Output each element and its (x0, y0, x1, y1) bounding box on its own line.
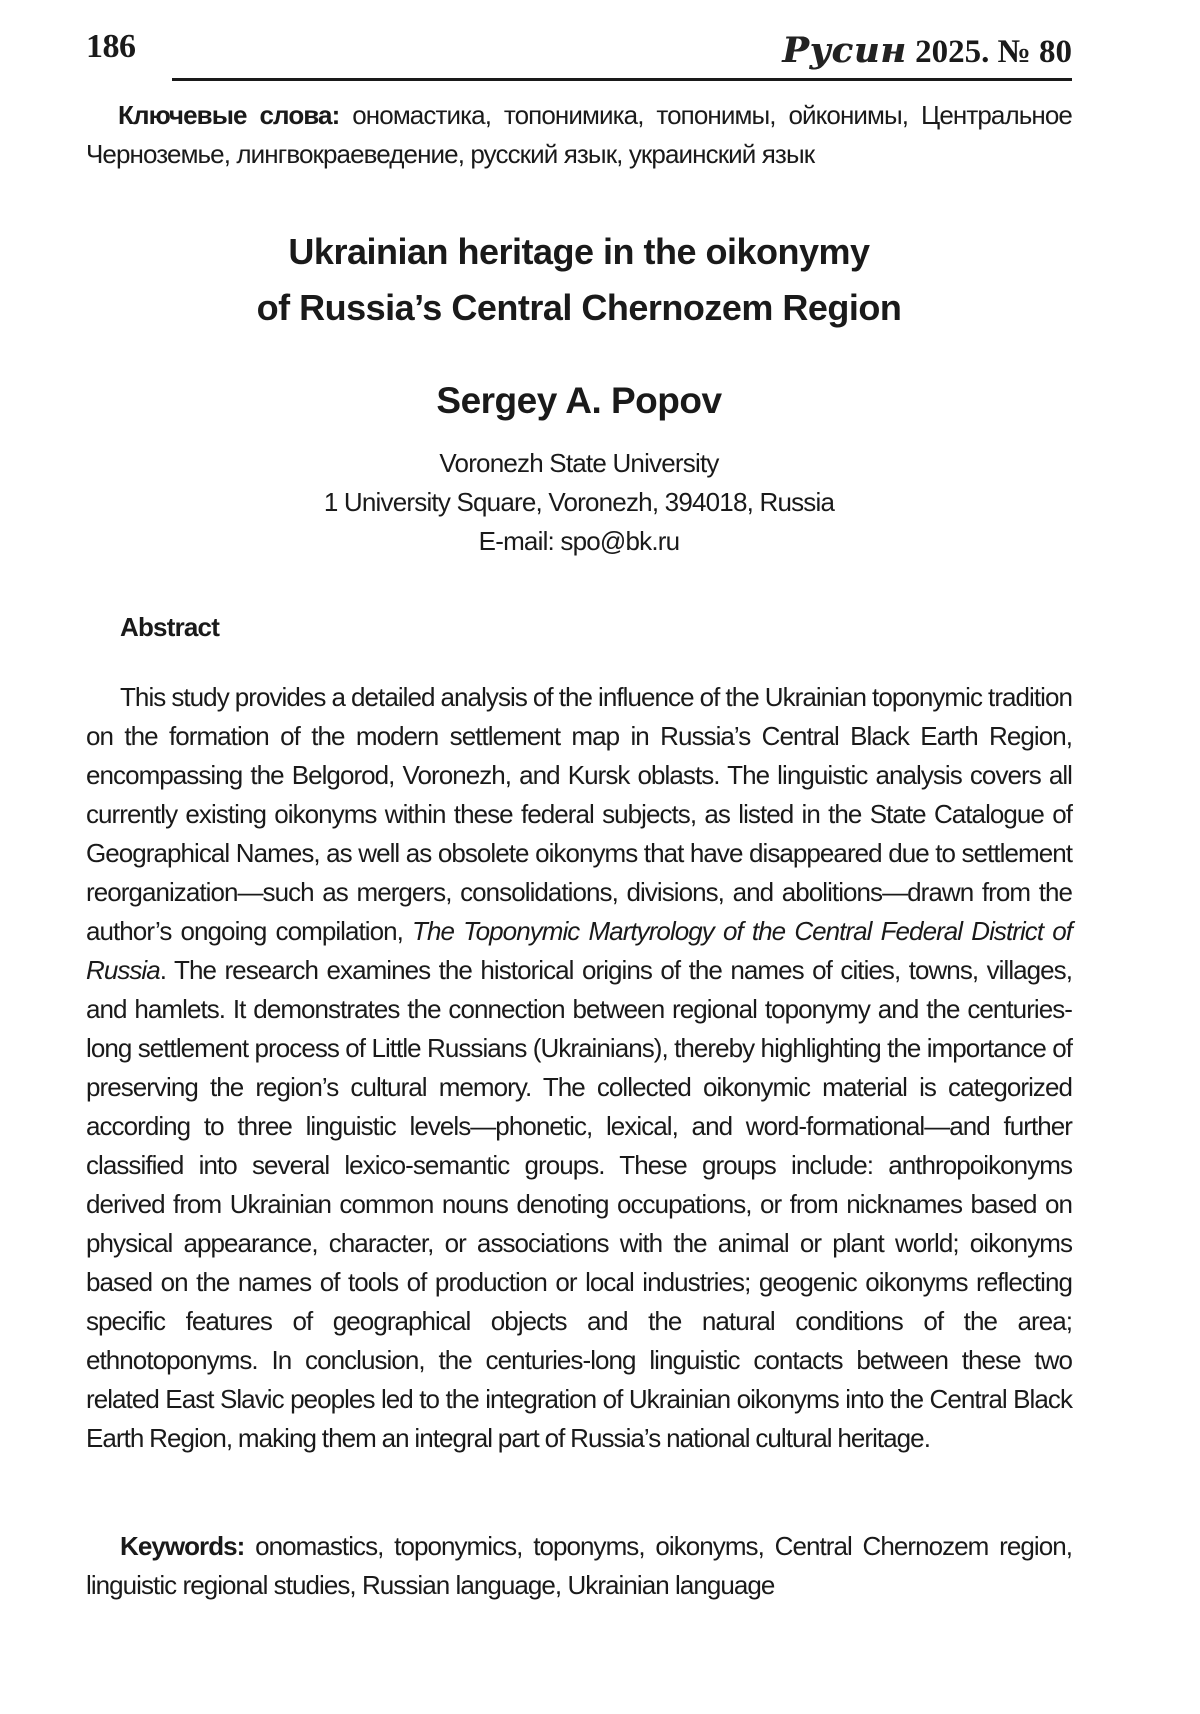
journal-info (782, 30, 1072, 71)
affiliation-block (86, 444, 1072, 561)
abstract-heading: Abstract (120, 612, 220, 642)
journal-name: Русин (782, 30, 907, 71)
page-number: 186 (86, 28, 136, 65)
article-title (86, 224, 1072, 336)
english-keywords-label: Keywords: (120, 1531, 245, 1561)
running-head (86, 22, 1072, 82)
english-keywords (86, 1527, 1072, 1605)
title-line-2: of Russia’s Central Chernozem Region (256, 287, 902, 328)
russian-keywords-text: ономастика, топонимика, топонимы, ойконимы, Центральное Черноземье, лингвокраеведение, русский язык, украинский язык (86, 100, 1072, 169)
title-line-1: Ukrainian heritage in the oikonymy (288, 231, 870, 272)
abstract-italic-title: The Toponymic Martyrology of the Central Federal District of Russia (86, 916, 1073, 985)
abstract-body (86, 678, 1072, 1458)
russian-keywords-label: Ключевые слова: (118, 100, 340, 130)
affiliation-university: Voronezh State University (439, 448, 719, 478)
affiliation-address: 1 University Square, Voronezh, 394018, Russia (323, 487, 835, 517)
author-email: E-mail: spo@bk.ru (478, 526, 680, 556)
english-keywords-text: onomastics, toponymics, toponyms, oikonyms, Central Chernozem region, linguistic regional studies, Russian language, Ukrainian language (86, 1531, 1072, 1600)
abstract-text-part-1: This study provides a detailed analysis of the influence of the Ukrainian toponymic tradition on the formation of the modern settlement map in Russia’s Central Black Earth Region, encompassing the Belgorod, Voronezh, and Kursk oblasts. The linguistic analysis covers all currently existing oikonyms within these federal subjects, as listed in the State Catalogue of Geographical Names, as well as obsolete oikonyms that have disappeared due to settlement reorganization—such as mergers, consolidations, divisions, and abolitions—drawn from the author’s ongoing compilation, (86, 682, 1072, 946)
russian-keywords (86, 96, 1072, 174)
header-rule (172, 78, 1072, 81)
author-name: Sergey A. Popov (436, 380, 722, 421)
abstract-text-part-2: . The research examines the historical origins of the names of cities, towns, villages, and hamlets. It demonstrates the connection between regional toponymy and the centuries-long settlement process of Little Russians (Ukrainians), thereby highlighting the importance of preserving the region’s cultural memory. The collected oikonymic material is categorized according to three linguistic levels—phonetic, lexical, and word-formational—and further classified into several lexico-semantic groups. These groups include: anthropoikonyms derived from Ukrainian common nouns denoting occupations, or from nicknames based on physical appearance, character, or associations with the animal or plant world; oikonyms based on the names of tools of production or local industries; geogenic oikonyms reflecting specific features of geographical objects and the natural conditions of the area; ethnotoponyms. In conclusion, the centuries-long linguistic contacts between these two related East Slavic peoples led to the integration of Ukrainian oikonyms into the Central Black Earth Region, making them an integral part of Russia’s national cultural heritage. (86, 955, 1072, 1453)
year-issue: 2025. № 80 (915, 34, 1072, 70)
